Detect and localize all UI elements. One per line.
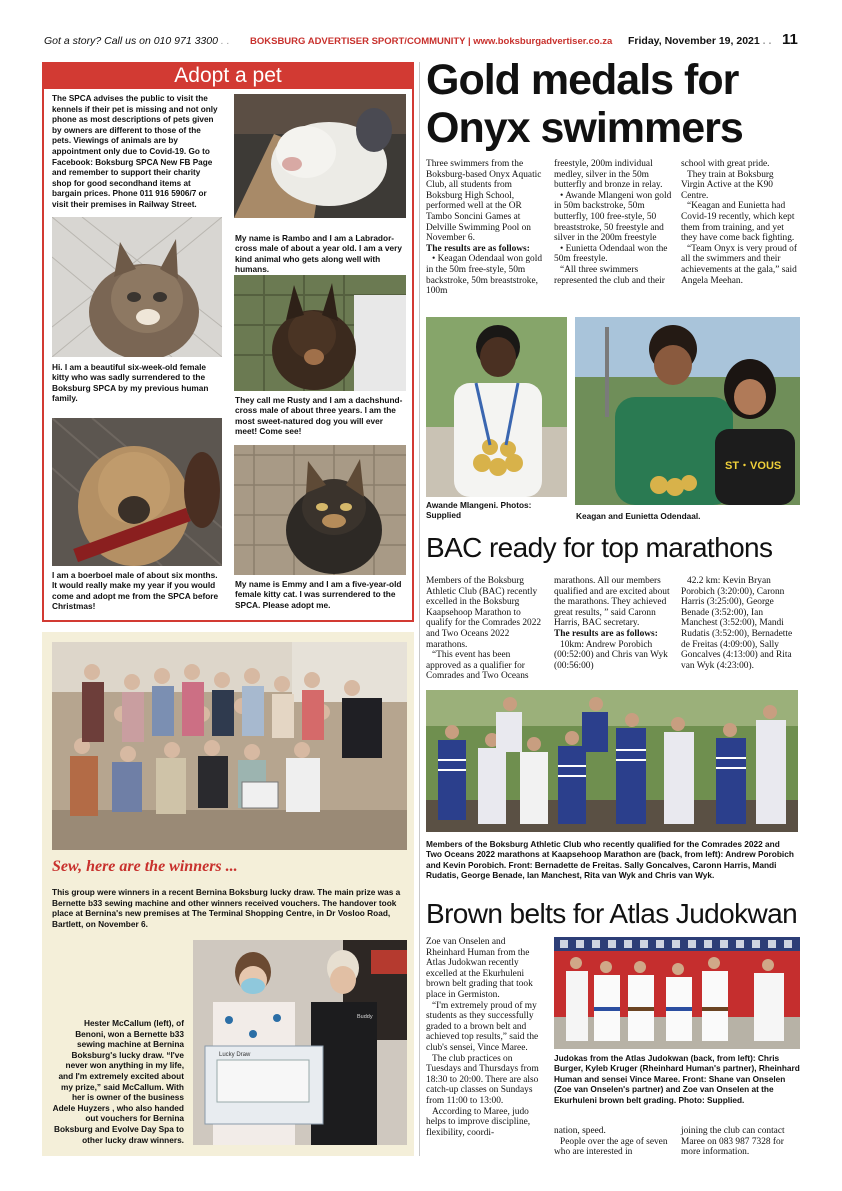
box-label: Lucky Draw	[219, 1052, 251, 1058]
shirt-text: ST・VOUS	[725, 460, 782, 472]
bac-caption: Members of the Boksburg Athletic Club who recently qualified for the Comrades 2022 and Two Oceans 2022 marathons at Kaapsehoop Marathon are (back, from left): Andrew Porobich and Kevin Porobich. Front: Bernadette de Freitas. Sally Goncalves, Caronn Harris, Mandi Rudatis, George Benade, Ian Manchest, Rita van Wyk and Chris van Wyk.	[426, 839, 794, 881]
apron-name: Buddy	[357, 1014, 373, 1020]
pet-photo-boerboel	[52, 418, 222, 566]
bac-headline: BAC ready for top marathons	[426, 532, 773, 563]
judo-column-1: Zoe van Onselen and Rheinhard Human from the Atlas Judokwan recently excelled at the Ekurhuleni brown belt grading that took place in Germiston. “I'm extremely proud of my students as they successfully graded to a brown belt and achieved top results,” said the club's sensei, Vince Maree. The club practices on Tuesdays and Thursdays from 18:30 to 20:00. There are also catch-up classes on Sundays from 11:00 to 13:00. According to Maree, judo helps to improve discipline, flexibility, coordi-	[426, 937, 539, 1138]
pet-caption-rambo: My name is Rambo and I am a Labrador-cross male of about a year old. I am a very kind animal who gets along well with humans.	[235, 233, 402, 275]
bac-column-3: 42.2 km: Kevin Bryan Porobich (3:20:00), Caronn Harris (3:25:00), George Benade (3:52:00), Ian Manchest (3:52:00), Mandi Rudatis (3:52:00), Bernadette de Freitas (4:09:00), Sally Goncalves (4:13:00) and Rita van Wyk (4:23:00).	[681, 576, 793, 671]
pet-caption-kitten: Hi. I am a beautiful six-week-old female kitty who was sadly surrendered to the Boksburg SPCA by my previous human family.	[52, 362, 209, 404]
group-winners-photo	[52, 642, 407, 850]
judo-photo	[554, 937, 800, 1049]
pet-photo-rusty	[234, 275, 406, 391]
bac-group-photo	[426, 690, 798, 832]
page-number: 11	[782, 31, 798, 48]
adopt-banner: Adopt a pet	[42, 62, 414, 89]
pet-caption-rusty: They call me Rusty and I am a dachshund-cross male of about three years. I am the most sweet-natured dog you will ever meet! Come see!	[235, 395, 403, 437]
bac-column-1: Members of the Boksburg Athletic Club (BAC) recently excelled in the Boksburg Kaapsehoop Marathon to qualify for the Comrades 2022 and Two Oceans 2022 marathons. “This event has been approved as a qualifier for Comrades and Two Oceans	[426, 576, 542, 682]
sewing-winner-photo	[193, 940, 407, 1145]
judo-column-3: joining the club can contact Maree on 083 987 7328 for more information.	[681, 1126, 785, 1158]
gold-column-1: Three swimmers from the Boksburg-based Onyx Aquatic Club, all students from Boksburg High School, performed well at the OR Tambo Soncini Games at Delville Swimming Pool on November 6. The results are as follows: • Keagan Odendaal won gold in the 50m free-style, 50m backstroke, 50m breaststroke, 100m	[426, 159, 543, 297]
awande-photo	[426, 317, 567, 497]
judo-caption: Judokas from the Atlas Judokwan (back, from left): Chris Burger, Kyleb Kruger (Rheinhard Human's partner), Rheinhard Human and sensei Vince Maree. Front: Shane van Onselen (Zoe van Onselen's partner) and Zoe van Onselen at the Ekurhuleni brown belt grading. Photo: Supplied.	[554, 1053, 800, 1105]
gold-headline: Gold medals for Onyx swimmers	[426, 56, 743, 152]
adopt-intro: The SPCA advises the public to visit the kennels if their pet is missing and not only phone as most descriptions of pets given by owners are different to those of the pets. Viewings of animals are by appointment only due to Covid-19. Go to Facebook: Boksburg SPCA New FB Page and remember to support their charity shop for good secondhand items at bargain prices. Phone 011 916 5906/7 or visit their premises in Railway Street.	[52, 94, 218, 209]
pet-photo-rambo	[234, 94, 406, 218]
section-header: BOKSBURG ADVERTISER SPORT/COMMUNITY | www.boksburgadvertiser.co.za	[250, 36, 613, 47]
pet-photo-kitten	[52, 217, 222, 357]
column-divider	[419, 62, 420, 1156]
judo-headline: Brown belts for Atlas Judokwan	[426, 898, 798, 929]
sew-body: This group were winners in a recent Bernina Boksburg lucky draw. The main prize was a Bernette b33 sewing machine and other winners received vouchers. The handover took place at Bernina's new premises at The Terminal Shopping Centre, in Dr Vosloo Road, Bartlett, on November 6.	[52, 887, 401, 929]
tip-line: Got a story? Call us on 010 971 3300 . .	[44, 35, 230, 47]
pet-caption-emmy: My name is Emmy and I am a five-year-old female kitty cat. I was surrendered to the SPCA. Please adopt me.	[235, 579, 402, 610]
bac-column-2: marathons. All our members qualified and are excited about the marathons. They achieved great results, ” said Caronn Harris, BAC secretary. The results are as follows: 10km: Andrew Porobich (00:52:00) and Chris van Wyk (00:56:00)	[554, 576, 670, 671]
pet-photo-emmy	[234, 445, 406, 575]
sew-title: Sew, here are the winners ...	[52, 858, 238, 875]
gold-column-2: freestyle, 200m individual medley, silver in the 50m butterfly and bronze in relay. • Awande Mlangeni won gold in 50m backstroke, 50m butterfly, 100 free-style, 50 breaststroke, 50 freestyle and silver in the 200m freestyle • Eunietta Odendaal won the 50m freestyle. “All three swimmers represented the club and their	[554, 159, 672, 286]
keagan-caption: Keagan and Eunietta Odendaal.	[576, 511, 701, 521]
judo-column-2: nation, speed. People over the age of seven who are interested in	[554, 1126, 668, 1158]
pet-caption-boerboel: I am a boerboel male of about six months. It would really make my year if you would come and adopt me from the SPCA before Christmas!	[52, 570, 219, 612]
awande-caption: Awande Mlangeni. Photos: Supplied	[426, 500, 532, 521]
hester-caption: Hester McCallum (left), of Benoni, won a Bernette b33 sewing machine at Bernina Boksburg's lucky draw. “I've never won anything in my life, and I'm extremely excited about my prize,” said McCallum. With her is owner of the business Adele Huyzers , who also handed out vouchers for Bernina Boksburg and Evolve Day Spa to other lucky draw winners.	[52, 1018, 184, 1145]
keagan-eunietta-photo	[575, 317, 800, 505]
gold-column-3: school with great pride. They train at Boksburg Virgin Active at the K90 Centre. “Keagan and Eunietta had Covid-19 recently, which kept them from training, and yet they have come back fighting. “Team Onyx is very proud of all the swimmers and their achievements at the gala,” said Angela Meehan.	[681, 159, 797, 286]
issue-date: Friday, November 19, 2021 . .	[628, 35, 772, 47]
